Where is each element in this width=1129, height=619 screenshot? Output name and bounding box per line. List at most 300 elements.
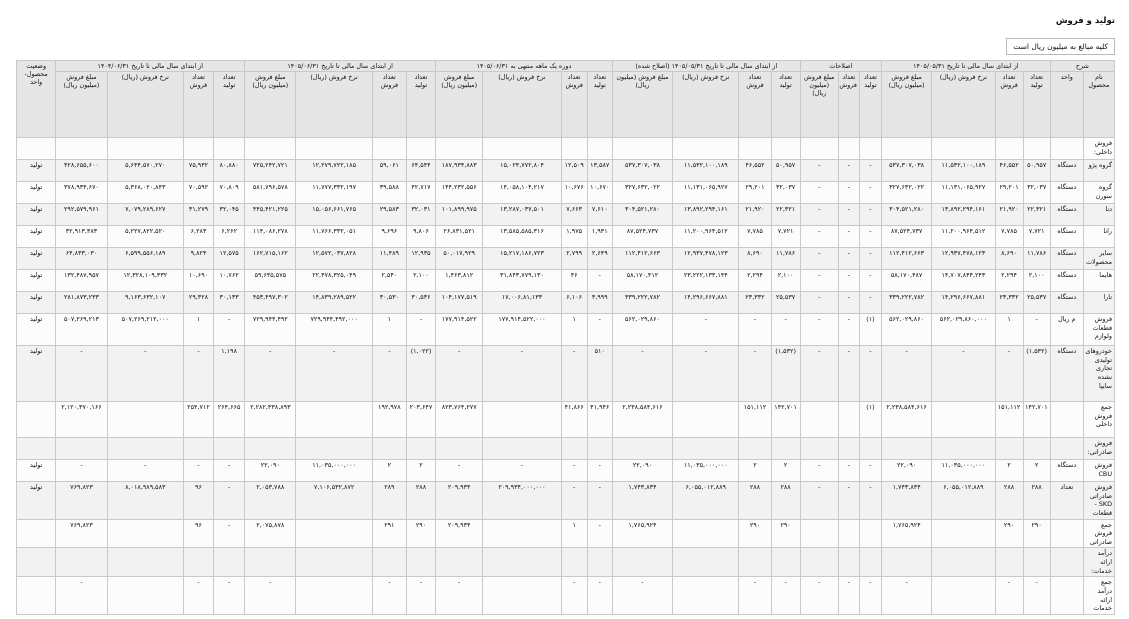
table-cell: ۱,۷۶۵,۹۲۴ <box>612 519 672 548</box>
table-cell: - <box>587 270 612 292</box>
table-cell: ۱۰,۶۷۰ <box>587 182 612 204</box>
table-cell <box>436 438 483 460</box>
table-cell <box>406 438 435 460</box>
table-cell: ۳۱,۲۷۹ <box>183 204 213 226</box>
table-cell: ۵,۶۴۴,۵۷۰,۲۷۰ <box>107 160 183 182</box>
table-cell <box>56 138 107 160</box>
table-cell: ۱۷۷,۹۱۴,۵۲۲,۰۰۰ <box>483 314 561 346</box>
table-cell: ۱,۱۹۸ <box>214 346 245 402</box>
table-cell: ۷۲۵,۲۴۲,۷۲۱ <box>245 160 296 182</box>
table-cell: ۲۹۰ <box>406 519 435 548</box>
table-cell: (۱,۵۳۲) <box>1023 346 1050 402</box>
table-cell: ۱۰۱,۸۹۹,۹۷۵ <box>436 204 483 226</box>
table-cell: ۳۰۴,۵۲۱,۲۸۰ <box>881 204 931 226</box>
table-cell: دستگاه <box>1050 460 1083 482</box>
row-label: گروه پژو <box>1083 160 1114 182</box>
page-title: تولید و فروش <box>1055 16 1115 26</box>
table-cell: ۱۴,۲۹۶,۶۶۷,۸۸۱ <box>673 292 739 314</box>
table-row <box>17 292 1115 314</box>
table-cell <box>107 138 183 160</box>
table-cell: ۳۲,۰۴۵ <box>214 204 245 226</box>
table-cell: تعداد <box>1050 482 1083 520</box>
table-cell: ۲ <box>771 460 800 482</box>
table-cell: ۱۱۲,۴۱۲,۶۶۳ <box>612 248 672 270</box>
column-header: تعداد فروش <box>372 72 406 138</box>
table-cell: ۲۹,۳۲۸ <box>183 292 213 314</box>
sub-header-row <box>17 72 1115 138</box>
table-cell: - <box>859 346 881 402</box>
table-cell: ۱۱۲,۴۱۲,۶۶۳ <box>881 248 931 270</box>
table-cell <box>838 519 859 548</box>
table-cell: ۵۹,۶۴۵,۵۷۵ <box>245 270 296 292</box>
table-cell: ۲,۱۰۰ <box>406 270 435 292</box>
table-cell: ۲,۱۰۰ <box>1023 270 1050 292</box>
table-cell <box>800 519 838 548</box>
table-cell: ۲۵,۵۳۷ <box>771 292 800 314</box>
table-cell <box>245 138 296 160</box>
table-cell <box>932 519 995 548</box>
table-cell: ۱۳,۵۸۷ <box>587 160 612 182</box>
table-cell: ۷۶۹,۸۲۳ <box>56 519 107 548</box>
table-cell: - <box>483 460 561 482</box>
column-header: مبلغ فروش (میلیون ریال) <box>881 72 931 138</box>
table-cell: ۳۰,۵۳۰ <box>372 292 406 314</box>
table-row <box>17 182 1115 204</box>
table-cell <box>995 138 1023 160</box>
table-cell <box>673 138 739 160</box>
table-cell: تولید <box>17 270 56 292</box>
table-cell: ۲۸۸ <box>739 482 771 520</box>
table-cell: - <box>436 460 483 482</box>
column-header: نرخ فروش (ریال) <box>296 72 372 138</box>
table-cell <box>483 402 561 438</box>
table-cell <box>17 402 56 438</box>
table-cell <box>561 138 587 160</box>
table-cell: ۷,۷۸۵ <box>995 226 1023 248</box>
table-cell: ۱۰,۶۹۰ <box>183 270 213 292</box>
table-cell <box>800 438 838 460</box>
table-cell: ۳۲۷,۶۳۲,۰۲۲ <box>881 182 931 204</box>
table-cell: ۲,۱۲۰,۳۷۰,۱۶۶ <box>56 402 107 438</box>
table-cell: ۴۲,۷۱۷ <box>406 182 435 204</box>
table-cell: تولید <box>17 226 56 248</box>
table-cell <box>296 577 372 615</box>
column-header: تعداد تولید <box>771 72 800 138</box>
table-cell: ۲۳,۲۲۲,۱۳۳,۱۴۴ <box>673 270 739 292</box>
table-cell: - <box>881 577 931 615</box>
table-cell: ۱۷۷,۹۱۴,۵۲۲ <box>436 314 483 346</box>
table-cell <box>1050 438 1083 460</box>
amounts-note: کلیه مبالغ به میلیون ریال است <box>1006 38 1115 55</box>
table-cell: ۱۱,۱۳۱,۰۶۵,۹۲۷ <box>932 182 995 204</box>
table-cell <box>881 438 931 460</box>
table-cell <box>483 577 561 615</box>
table-cell: ۲۰۹,۹۳۴,۰۰۰,۰۰۰ <box>483 482 561 520</box>
table-cell: ۸,۶۹۰ <box>995 248 1023 270</box>
group-header-corrections: اصلاحات <box>800 61 881 72</box>
table-cell: ۲۰۳,۶۴۷ <box>406 402 435 438</box>
table-cell: ۲ <box>1023 460 1050 482</box>
table-cell: - <box>800 577 838 615</box>
table-cell: ۱۲,۵۷۲,۰۳۷,۸۲۸ <box>296 248 372 270</box>
table-cell <box>838 548 859 577</box>
column-header: مبلغ فروش (میلیون ریال) <box>612 72 672 138</box>
group-header-ytd-0531: از ابتدای سال مالی تا تاریخ ۱۴۰۵/۰۵/۳۱ <box>881 61 1050 72</box>
table-cell: ۱ <box>561 314 587 346</box>
table-cell: - <box>56 577 107 615</box>
table-cell: ۷,۶۱۰ <box>587 204 612 226</box>
table-cell: ۸۷,۵۲۴,۷۳۷ <box>612 226 672 248</box>
table-cell: - <box>587 482 612 520</box>
table-cell: - <box>673 346 739 402</box>
table-cell: - <box>859 460 881 482</box>
table-cell <box>995 548 1023 577</box>
table-cell: ۷۲۹,۹۴۴,۴۹۲ <box>245 314 296 346</box>
table-cell: - <box>859 292 881 314</box>
table-cell: ۴۶,۵۵۲ <box>739 160 771 182</box>
table-cell: ۲ <box>372 460 406 482</box>
table-cell: ۱۴۲,۷۰۱ <box>771 402 800 438</box>
table-cell: ۱۱,۷۸۶ <box>771 248 800 270</box>
table-cell: ۱۱,۴۸۹ <box>372 248 406 270</box>
table-cell: ۹,۱۶۳,۶۳۲,۱۰۷ <box>107 292 183 314</box>
table-row <box>17 438 1115 460</box>
column-header: واحد <box>1050 72 1083 138</box>
table-cell <box>932 548 995 577</box>
table-cell <box>932 138 995 160</box>
table-cell: - <box>859 270 881 292</box>
table-cell <box>296 519 372 548</box>
column-header: تعداد تولید <box>214 72 245 138</box>
table-cell: ۱۵۱,۱۱۲ <box>995 402 1023 438</box>
table-cell: ۱۳,۲۸۷,۰۳۷,۵۰۱ <box>483 204 561 226</box>
table-cell: ۶,۰۵۵,۰۱۲,۸۸۹ <box>932 482 995 520</box>
table-cell: ۲۸۸ <box>1023 482 1050 520</box>
table-cell: - <box>739 346 771 402</box>
table-cell: ۲,۵۴۰ <box>372 270 406 292</box>
table-cell <box>214 138 245 160</box>
table-cell <box>859 138 881 160</box>
table-cell: ۸۲۳,۷۶۴,۲۷۷ <box>436 402 483 438</box>
table-cell <box>17 548 56 577</box>
table-cell <box>859 438 881 460</box>
table-cell: ۲۶۴,۶۶۵ <box>214 402 245 438</box>
table-cell: - <box>838 577 859 615</box>
table-cell <box>296 402 372 438</box>
table-cell <box>56 548 107 577</box>
table-cell: - <box>771 577 800 615</box>
table-cell: - <box>214 314 245 346</box>
table-cell: ۳۲۷,۶۳۲,۰۲۲ <box>612 182 672 204</box>
table-cell: ۱۲,۲۷۹,۷۲۲,۱۸۵ <box>296 160 372 182</box>
table-cell: ۹,۸۲۴ <box>183 248 213 270</box>
column-header: تعداد تولید <box>859 72 881 138</box>
table-cell: - <box>296 346 372 402</box>
table-cell: ۳۹,۵۸۸ <box>372 182 406 204</box>
table-cell: (۱) <box>859 314 881 346</box>
table-cell: ۲ <box>739 460 771 482</box>
table-cell: - <box>995 577 1023 615</box>
group-header-ytd-0631: از ابتدای سال مالی تا تاریخ ۱۴۰۵/۰۶/۳۱ <box>245 61 436 72</box>
table-cell: - <box>587 577 612 615</box>
table-cell: ۷,۱۰۶,۵۳۲,۸۷۲ <box>296 482 372 520</box>
table-cell: ۲۲,۴۷۸,۳۲۵,۰۴۹ <box>296 270 372 292</box>
table-cell <box>587 438 612 460</box>
table-cell: ۲۸۸ <box>406 482 435 520</box>
table-cell <box>800 402 838 438</box>
table-cell: ۶,۲۸۳ <box>183 226 213 248</box>
table-cell: ۸,۶۹۰ <box>739 248 771 270</box>
table-cell: ۵۶۲,۰۲۹,۸۶۰,۰۰۰ <box>932 314 995 346</box>
table-cell: - <box>587 519 612 548</box>
table-cell: ۱۴,۷۰۷,۸۴۴,۲۴۳ <box>932 270 995 292</box>
table-cell <box>739 438 771 460</box>
table-cell: - <box>800 292 838 314</box>
table-cell <box>107 548 183 577</box>
column-header: مبلغ فروش (میلیون ریال) <box>245 72 296 138</box>
table-cell: ۱۳,۵۸۵,۵۸۵,۳۱۶ <box>483 226 561 248</box>
table-row <box>17 226 1115 248</box>
table-cell: ۷,۷۸۵ <box>739 226 771 248</box>
table-cell: - <box>107 346 183 402</box>
table-cell: - <box>561 460 587 482</box>
table-cell <box>995 438 1023 460</box>
column-header: تعداد فروش <box>561 72 587 138</box>
table-cell <box>673 438 739 460</box>
table-cell: ۵۰,۹۵۷ <box>1023 160 1050 182</box>
table-cell: - <box>436 577 483 615</box>
table-cell: دستگاه <box>1050 182 1083 204</box>
table-cell: (۱,۵۳۲) <box>771 346 800 402</box>
column-header: تعداد فروش <box>995 72 1023 138</box>
table-cell: - <box>673 314 739 346</box>
table-cell <box>245 548 296 577</box>
table-cell: ۲۳,۳۳۲ <box>995 292 1023 314</box>
table-row <box>17 402 1115 438</box>
column-header: نرخ فروش (ریال) <box>483 72 561 138</box>
table-cell: ۶,۵۹۹,۵۵۶,۱۸۹ <box>107 248 183 270</box>
table-cell: ۴۶ <box>561 270 587 292</box>
table-cell <box>17 519 56 548</box>
table-cell: ۷,۷۲۱ <box>1023 226 1050 248</box>
table-cell: ۲۸۹ <box>372 482 406 520</box>
table-cell <box>483 548 561 577</box>
table-cell <box>214 438 245 460</box>
table-cell: ۲۹,۲۰۱ <box>739 182 771 204</box>
table-cell <box>436 548 483 577</box>
table-row <box>17 270 1115 292</box>
table-cell: ۱۲,۹۳۵ <box>406 248 435 270</box>
table-cell <box>436 138 483 160</box>
table-cell <box>17 138 56 160</box>
table-cell: م ریال <box>1050 314 1083 346</box>
row-label: تارا <box>1083 292 1114 314</box>
table-cell: ۱۱,۲۰۰,۹۶۴,۵۱۲ <box>673 226 739 248</box>
table-cell <box>372 138 406 160</box>
table-cell: ۲,۶۴۹ <box>587 248 612 270</box>
table-cell: - <box>107 460 183 482</box>
table-cell: - <box>859 204 881 226</box>
table-cell: ۱۵,۲۱۷,۱۸۶,۷۲۳ <box>483 248 561 270</box>
table-cell: ۵۰۷,۲۶۹,۲۱۳ <box>56 314 107 346</box>
table-cell: - <box>859 182 881 204</box>
table-row <box>17 460 1115 482</box>
table-cell: - <box>838 182 859 204</box>
table-cell <box>859 519 881 548</box>
table-cell: - <box>214 519 245 548</box>
table-cell: تولید <box>17 346 56 402</box>
table-cell: ۱۱,۷۷۷,۳۳۲,۱۹۷ <box>296 182 372 204</box>
table-cell: ۲۹۲,۵۷۹,۹۶۱ <box>56 204 107 226</box>
table-cell: تولید <box>17 248 56 270</box>
table-cell <box>245 438 296 460</box>
row-label: فروش قطعات ولوازم <box>1083 314 1114 346</box>
table-cell: ۳۲,۹۱۳,۳۸۳ <box>56 226 107 248</box>
group-header-ytd-corrected: از ابتدای سال مالی تا تاریخ ۱۴۰۵/۰۵/۳۱ (اصلاح شده) <box>612 61 800 72</box>
production-sales-table <box>16 60 1115 615</box>
table-row <box>17 160 1115 182</box>
table-cell: - <box>612 346 672 402</box>
table-cell: ۲,۲۳۸,۵۸۴,۶۱۶ <box>881 402 931 438</box>
column-header: مبلغ فروش (میلیون ریال) <box>56 72 107 138</box>
table-cell: - <box>932 346 995 402</box>
table-cell: - <box>1023 314 1050 346</box>
table-cell: - <box>838 160 859 182</box>
table-cell: ۱,۷۴۳,۸۳۴ <box>881 482 931 520</box>
table-row <box>17 314 1115 346</box>
table-cell: (۱) <box>859 402 881 438</box>
table-cell: ۱۶۲,۷۱۵,۱۶۲ <box>245 248 296 270</box>
table-cell <box>183 548 213 577</box>
table-cell: تولید <box>17 292 56 314</box>
table-cell: - <box>406 577 435 615</box>
table-cell: - <box>56 346 107 402</box>
table-cell <box>1050 577 1083 615</box>
table-cell: - <box>561 346 587 402</box>
table-row <box>17 204 1115 226</box>
table-cell: - <box>800 460 838 482</box>
table-cell: دستگاه <box>1050 292 1083 314</box>
table-cell: ۴۶,۵۵۲ <box>995 160 1023 182</box>
table-cell: ۲۹۱ <box>372 519 406 548</box>
table-cell <box>183 438 213 460</box>
table-cell: ۱۹۲,۹۷۸ <box>372 402 406 438</box>
table-cell: ۲۲,۳۲۱ <box>771 204 800 226</box>
table-cell: - <box>800 482 838 520</box>
table-cell <box>1050 138 1083 160</box>
table-cell: - <box>739 577 771 615</box>
row-label: فروش CBU <box>1083 460 1114 482</box>
table-cell <box>612 548 672 577</box>
table-cell: - <box>838 292 859 314</box>
table-cell: - <box>800 182 838 204</box>
table-cell: ۱,۹۳۱ <box>587 226 612 248</box>
table-cell: ۶۴,۸۳۳,۰۳۰ <box>56 248 107 270</box>
table-cell: ۷,۶۶۳ <box>561 204 587 226</box>
table-cell: ۱,۴۶۳,۸۱۲ <box>436 270 483 292</box>
table-cell: - <box>214 577 245 615</box>
table-cell <box>881 138 931 160</box>
table-cell: تولید <box>17 314 56 346</box>
table-cell: ۲ <box>995 460 1023 482</box>
column-header: تعداد فروش <box>838 72 859 138</box>
group-header-status: وضعیت محصول- واحد <box>17 61 56 138</box>
table-cell: ۹۶ <box>183 519 213 548</box>
table-cell: ۷۰,۸۰۹ <box>214 182 245 204</box>
table-cell: ۳۰,۱۳۳ <box>214 292 245 314</box>
row-label: جمع فروش داخلی <box>1083 402 1114 438</box>
table-cell: ۷۵,۹۳۲ <box>183 160 213 182</box>
table-cell: - <box>838 460 859 482</box>
table-cell: - <box>612 577 672 615</box>
row-label: سایر محصولات <box>1083 248 1114 270</box>
table-cell: ۱,۹۷۵ <box>561 226 587 248</box>
table-cell: ۵۶۲,۰۲۹,۸۶۰ <box>881 314 931 346</box>
table-cell: ۱۲,۳۲۸,۱۰۹,۳۳۲ <box>107 270 183 292</box>
table-cell <box>771 138 800 160</box>
table-cell: ۴۴۵,۴۲۱,۲۲۵ <box>245 204 296 226</box>
table-cell: - <box>800 204 838 226</box>
table-cell <box>56 438 107 460</box>
table-cell: - <box>1023 577 1050 615</box>
table-cell: ۳۲,۰۳۷ <box>771 182 800 204</box>
table-cell: - <box>838 226 859 248</box>
row-label: دنا <box>1083 204 1114 226</box>
table-cell: تولید <box>17 482 56 520</box>
table-cell <box>673 548 739 577</box>
table-cell: - <box>245 577 296 615</box>
table-cell: ۵۸,۱۷۰,۴۱۲ <box>612 270 672 292</box>
table-cell <box>881 548 931 577</box>
table-cell <box>17 577 56 615</box>
table-cell: ۵,۳۶۸,۰۲۰,۸۴۳ <box>107 182 183 204</box>
table-cell: ۵۰,۹۵۷ <box>771 160 800 182</box>
table-cell: ۲,۷۹۹ <box>561 248 587 270</box>
table-cell: - <box>56 460 107 482</box>
table-cell: ۲۸۸ <box>771 482 800 520</box>
row-label: خودروهای تولیدی تجاری نشده سایپا <box>1083 346 1114 402</box>
table-cell <box>612 138 672 160</box>
table-cell: ۳۰,۵۳۶ <box>406 292 435 314</box>
table-cell: ۳۳۹,۲۲۲,۷۸۲ <box>881 292 931 314</box>
table-row <box>17 482 1115 520</box>
table-cell <box>1023 138 1050 160</box>
table-cell: - <box>245 346 296 402</box>
table-cell: ۱۴,۰۵۸,۱۰۴,۲۱۷ <box>483 182 561 204</box>
table-cell: ۱,۷۴۳,۸۳۴ <box>612 482 672 520</box>
table-cell <box>107 438 183 460</box>
table-cell: ۱۱,۱۳۱,۰۶۵,۹۲۷ <box>673 182 739 204</box>
table-cell: ۸,۰۱۸,۹۸۹,۵۸۳ <box>107 482 183 520</box>
table-cell: ۱ <box>995 314 1023 346</box>
table-cell: ۲,۰۵۳,۷۸۸ <box>245 482 296 520</box>
table-cell: ۱۵,۰۵۶,۶۶۱,۷۶۵ <box>296 204 372 226</box>
table-cell: ۱۱,۰۳۵,۰۰۰,۰۰۰ <box>296 460 372 482</box>
table-row <box>17 138 1115 160</box>
table-cell: ۱۱,۷۸۶ <box>1023 248 1050 270</box>
table-cell: ۳۷۸,۹۳۴,۶۷۰ <box>56 182 107 204</box>
table-cell: - <box>800 226 838 248</box>
table-cell: ۶۴,۵۴۴ <box>406 160 435 182</box>
table-cell: ۱۴,۲۹۶,۶۶۷,۸۸۱ <box>932 292 995 314</box>
table-cell: ۲۲,۰۹۰ <box>881 460 931 482</box>
table-row <box>17 346 1115 402</box>
table-cell: ۵۸,۱۷۰,۴۸۷ <box>881 270 931 292</box>
table-cell: - <box>800 248 838 270</box>
table-cell: ۱۵,۰۲۴,۷۷۲,۸۰۴ <box>483 160 561 182</box>
table-cell: (۱,۰۲۲) <box>406 346 435 402</box>
table-cell: ۳۱,۸۴۳,۷۷۹,۱۳۰ <box>483 270 561 292</box>
